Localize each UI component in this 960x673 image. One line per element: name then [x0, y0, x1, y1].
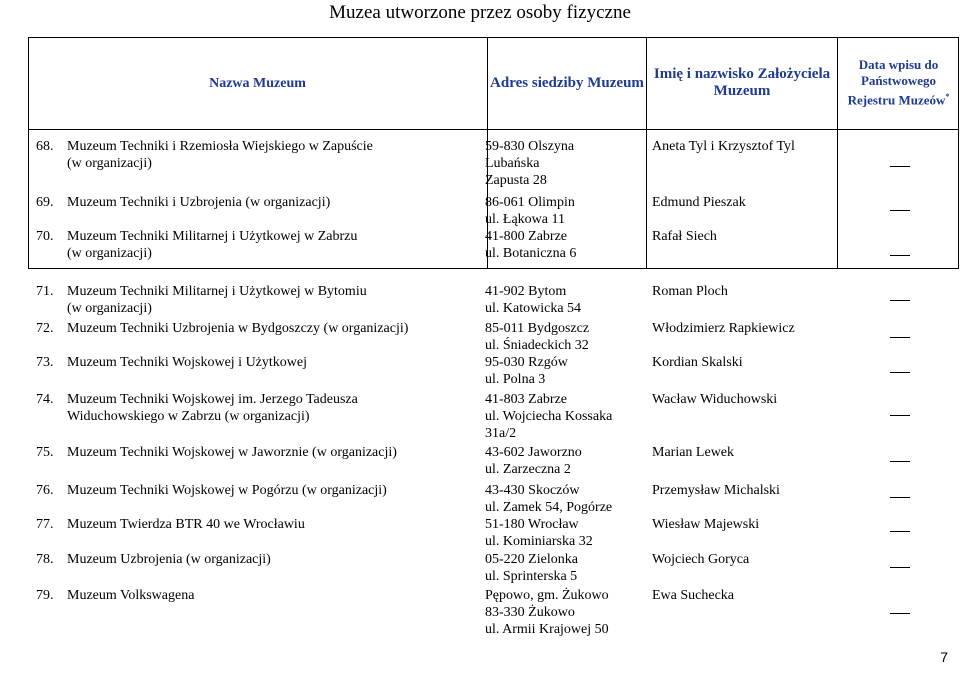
museum-address: ul. Armii Krajowej 50 [485, 622, 609, 637]
founder-name: Marian Lewek [652, 445, 735, 460]
registry-date-empty-dash [890, 531, 910, 532]
museum-address: ul. Łąkowa 11 [485, 212, 565, 227]
museum-address: ul. Polna 3 [485, 372, 546, 387]
museum-address: 41-803 Zabrze [485, 392, 568, 407]
museum-address: 51-180 Wrocław [485, 517, 579, 532]
header-museum-name: Nazwa Muzeum [28, 37, 487, 130]
museum-address: Pępowo, gm. Żukowo [485, 588, 609, 603]
registry-date-empty-dash [890, 415, 910, 416]
founder-name: Edmund Pieszak [652, 195, 746, 210]
museum-name: Muzeum Techniki Uzbrojenia w Bydgoszczy (w organizacji) [67, 321, 409, 336]
registry-date-empty-dash [890, 337, 910, 338]
museum-address: ul. Botaniczna 6 [485, 246, 577, 261]
page-title: Muzea utworzone przez osoby fizyczne [329, 2, 631, 23]
museum-address: 86-061 Olimpin [485, 195, 575, 210]
museum-name: Muzeum Techniki i Rzemiosła Wiejskiego w Zapuście [67, 139, 373, 154]
founder-name: Wacław Widuchowski [652, 392, 778, 407]
header-registry-date: Data wpisu do Państwowego Rejestru Muzeów* [837, 37, 959, 130]
museum-name: Widuchowskiego w Zabrzu (w organizacji) [67, 409, 310, 424]
museum-address: 85-011 Bydgoszcz [485, 321, 590, 336]
registry-date-empty-dash [890, 497, 910, 498]
museum-name: (w organizacji) [67, 246, 152, 261]
row-number: 74. [36, 392, 54, 407]
museum-address: 95-030 Rzgów [485, 355, 568, 370]
museum-address: 43-602 Jaworzno [485, 445, 582, 460]
row-number: 71. [36, 284, 54, 299]
museum-address: ul. Zamek 54, Pogórze [485, 500, 613, 515]
registry-date-empty-dash [890, 567, 910, 568]
museum-address: ul. Wojciecha Kossaka [485, 409, 613, 424]
row-number: 72. [36, 321, 54, 336]
page-number: 7 [940, 649, 948, 665]
museum-address: 05-220 Zielonka [485, 552, 578, 567]
museum-address: 43-430 Skoczów [485, 483, 580, 498]
museum-name: Muzeum Techniki Wojskowej w Pogórzu (w organizacji) [67, 483, 387, 498]
museum-address: 31a/2 [485, 426, 517, 441]
founder-name: Kordian Skalski [652, 355, 743, 370]
header-address: Adres siedziby Muzeum [487, 37, 646, 130]
row-number: 68. [36, 139, 54, 154]
museum-address: 83-330 Żukowo [485, 605, 575, 620]
row-number: 73. [36, 355, 54, 370]
museum-name: (w organizacji) [67, 156, 152, 171]
museum-address: ul. Sprinterska 5 [485, 569, 578, 584]
registry-date-empty-dash [890, 372, 910, 373]
founder-name: Włodzimierz Rapkiewicz [652, 321, 795, 336]
museum-name: Muzeum Techniki i Uzbrojenia (w organizacji) [67, 195, 331, 210]
founder-name: Rafał Siech [652, 229, 717, 244]
founder-name: Aneta Tyl i Krzysztof Tyl [652, 139, 795, 154]
row-number: 79. [36, 588, 54, 603]
column-divider [837, 130, 838, 269]
founder-name: Przemysław Michalski [652, 483, 780, 498]
row-number: 69. [36, 195, 54, 210]
museum-name: Muzeum Techniki Wojskowej i Użytkowej [67, 355, 308, 370]
museum-name: Muzeum Volkswagena [67, 588, 195, 603]
museum-address: ul. Śniadeckich 32 [485, 338, 589, 353]
founder-name: Ewa Suchecka [652, 588, 735, 603]
museum-address: ul. Zarzeczna 2 [485, 462, 571, 477]
museum-address: Lubańska [485, 156, 540, 171]
museum-name: Muzeum Twierdza BTR 40 we Wrocławiu [67, 517, 305, 532]
registry-date-empty-dash [890, 210, 910, 211]
registry-date-empty-dash [890, 166, 910, 167]
museum-name: Muzeum Techniki Militarnej i Użytkowej w Bytomiu [67, 284, 367, 299]
museum-address: 41-800 Zabrze [485, 229, 568, 244]
museum-address: 41-902 Bytom [485, 284, 567, 299]
registry-date-empty-dash [890, 461, 910, 462]
registry-date-empty-dash [890, 255, 910, 256]
row-number: 76. [36, 483, 54, 498]
row-number: 70. [36, 229, 54, 244]
museum-address: Zapusta 28 [485, 173, 547, 188]
registry-date-empty-dash [890, 613, 910, 614]
museum-name: Muzeum Techniki Wojskowej w Jaworznie (w organizacji) [67, 445, 397, 460]
museum-name: (w organizacji) [67, 301, 152, 316]
founder-name: Wojciech Goryca [652, 552, 750, 567]
museum-address: ul. Kominiarska 32 [485, 534, 593, 549]
museum-name: Muzeum Uzbrojenia (w organizacji) [67, 552, 271, 567]
row-number: 78. [36, 552, 54, 567]
museum-name: Muzeum Techniki Wojskowej im. Jerzego Tadeusza [67, 392, 358, 407]
registry-date-empty-dash [890, 300, 910, 301]
founder-name: Roman Ploch [652, 284, 728, 299]
column-divider [646, 130, 647, 269]
museum-name: Muzeum Techniki Militarnej i Użytkowej w Zabrzu [67, 229, 358, 244]
row-number: 75. [36, 445, 54, 460]
row-number: 77. [36, 517, 54, 532]
museum-address: 59-830 Olszyna [485, 139, 575, 154]
founder-name: Wiesław Majewski [652, 517, 760, 532]
museum-address: ul. Katowicka 54 [485, 301, 582, 316]
header-founder: Imię i nazwisko Założyciela Muzeum [646, 37, 837, 130]
